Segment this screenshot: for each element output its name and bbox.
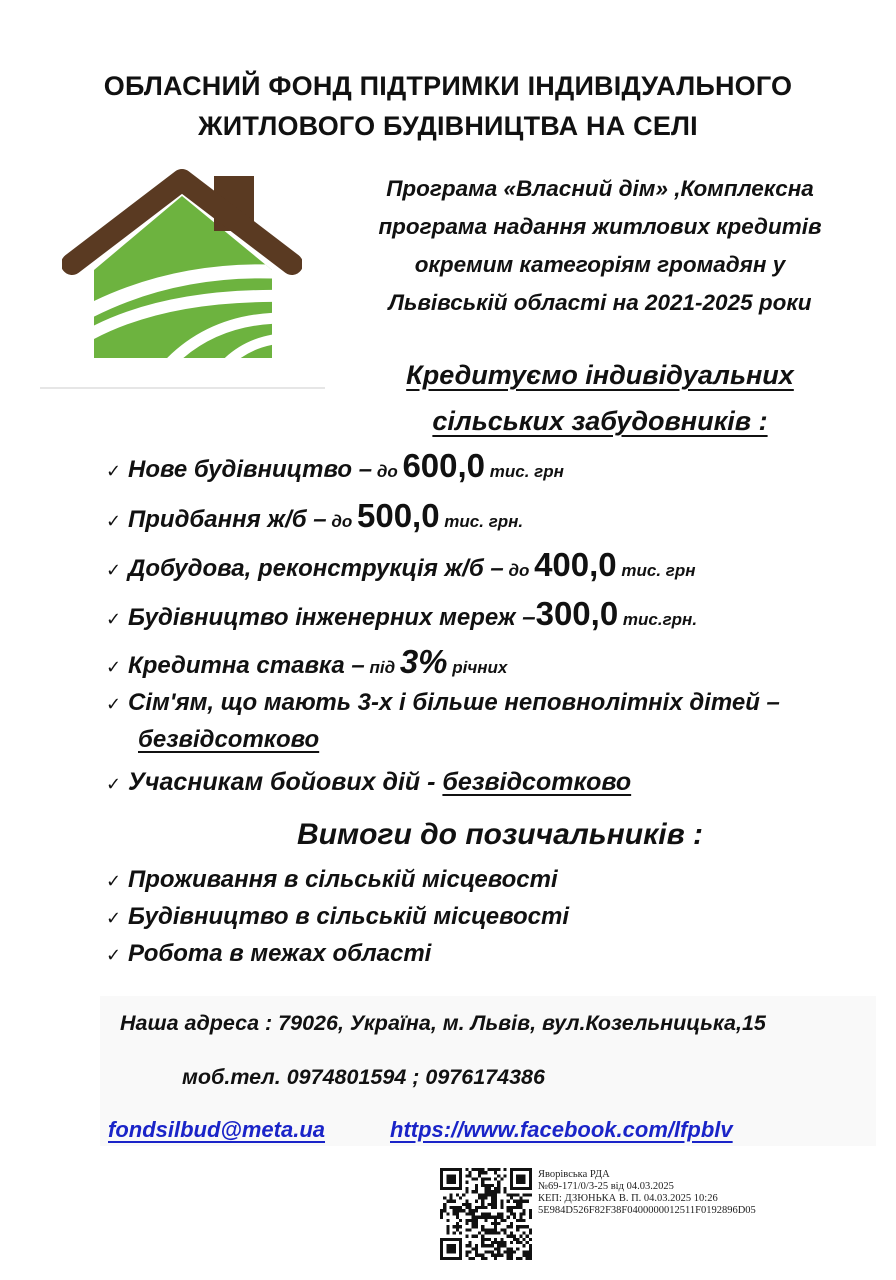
credit-families bbox=[106, 683, 780, 724]
signature-stamp bbox=[538, 1169, 756, 1217]
program-description bbox=[320, 170, 880, 322]
credit-item-amount: 300,0 bbox=[535, 595, 619, 632]
house-logo-icon bbox=[62, 168, 302, 363]
facebook-link[interactable]: https://www.facebook.com/lfpblv bbox=[390, 1117, 733, 1142]
stamp-line: Яворівська РДА bbox=[538, 1169, 610, 1180]
stamp-line: 5E984D526F82F38F0400000012511F0192896D05 bbox=[538, 1205, 756, 1216]
requirement-item bbox=[106, 860, 558, 901]
credit-item-prefix: до bbox=[372, 462, 403, 481]
requirements-heading: Вимоги до позичальників : bbox=[296, 818, 704, 851]
requirement-text: Будівництво в сільській місцевості bbox=[128, 903, 569, 930]
credit-veterans-text: Учасникам бойових дій - bbox=[128, 768, 443, 796]
credit-item-label: Нове будівництво – bbox=[128, 456, 373, 483]
credit-item-label: Будівництво інженерних мереж – bbox=[128, 604, 536, 631]
credit-item-unit: тис. грн bbox=[616, 561, 696, 580]
check-icon: ✓ bbox=[106, 774, 122, 794]
credit-families-text: Сім'ям, що мають 3-х і більше неповнолітніх дітей – bbox=[128, 689, 780, 716]
credit-item bbox=[106, 545, 696, 591]
stamp-line: КЕП: ДЗЮНЬКА В. П. 04.03.2025 10:26 bbox=[538, 1193, 718, 1204]
page-title-line-2: ЖИТЛОВОГО БУДІВНИЦТВА НА СЕЛІ bbox=[198, 111, 698, 141]
credit-item-prefix: до bbox=[326, 512, 357, 531]
credit-item-unit: тис.грн. bbox=[618, 610, 698, 629]
credit-item bbox=[106, 496, 523, 542]
credit-families-term-line bbox=[138, 720, 319, 760]
credit-veterans-term: безвідсотково bbox=[442, 768, 632, 796]
check-icon: ✓ bbox=[106, 609, 122, 629]
phone-text: моб.тел. 0974801594 ; 0976174386 bbox=[182, 1065, 545, 1089]
credit-rate-label: Кредитна ставка – bbox=[128, 652, 365, 679]
credit-item bbox=[106, 446, 564, 492]
program-line: окремим категоріям громадян у bbox=[414, 252, 786, 277]
requirement-text: Проживання в сільській місцевості bbox=[128, 866, 558, 893]
credit-rate bbox=[106, 642, 507, 688]
page-title-line-1: ОБЛАСНИЙ ФОНД ПІДТРИМКИ ІНДИВІДУАЛЬНОГО bbox=[103, 71, 793, 101]
credit-families-term: безвідсотково bbox=[138, 726, 320, 753]
credit-item-prefix: до bbox=[503, 561, 535, 580]
qr-code-icon bbox=[440, 1168, 532, 1260]
check-icon: ✓ bbox=[106, 871, 122, 891]
check-icon: ✓ bbox=[106, 511, 122, 531]
credit-rate-amount: 3% bbox=[399, 643, 448, 680]
check-icon: ✓ bbox=[106, 461, 122, 481]
credit-heading-line: Кредитуємо індивідуальних bbox=[406, 360, 794, 390]
credit-item-amount: 500,0 bbox=[356, 497, 440, 534]
email-link[interactable]: fondsilbud@meta.ua bbox=[108, 1117, 326, 1142]
requirement-item bbox=[106, 897, 569, 938]
stamp-line: №69-171/0/3-25 від 04.03.2025 bbox=[538, 1181, 674, 1192]
credit-item-label: Придбання ж/б – bbox=[128, 506, 327, 533]
check-icon: ✓ bbox=[106, 908, 122, 928]
requirement-text: Робота в межах області bbox=[128, 940, 432, 967]
credit-rate-prefix: під bbox=[364, 658, 400, 677]
logo-divider bbox=[40, 387, 325, 389]
program-line: Програма «Власний дім» ,Комплексна bbox=[386, 176, 814, 201]
requirement-item bbox=[106, 934, 431, 975]
credit-item-unit: тис. грн bbox=[485, 462, 564, 481]
credit-heading-line: сільських забудовників : bbox=[432, 406, 768, 436]
credit-veterans bbox=[106, 762, 631, 804]
check-icon: ✓ bbox=[106, 694, 122, 714]
program-line: Львівській області на 2021-2025 роки bbox=[388, 290, 812, 315]
credit-rate-unit: річних bbox=[447, 658, 508, 677]
credit-item-unit: тис. грн. bbox=[439, 512, 524, 531]
check-icon: ✓ bbox=[106, 560, 122, 580]
address-text: Наша адреса : 79026, Україна, м. Львів, вул.Козельницька,15 bbox=[120, 1011, 766, 1035]
credit-item bbox=[106, 594, 697, 640]
check-icon: ✓ bbox=[106, 945, 122, 965]
program-line: програма надання житлових кредитів bbox=[378, 214, 822, 239]
credit-item-amount: 600,0 bbox=[402, 447, 486, 484]
credit-item-amount: 400,0 bbox=[534, 546, 617, 583]
credit-item-label: Добудова, реконструкція ж/б – bbox=[128, 555, 504, 582]
check-icon: ✓ bbox=[106, 657, 122, 677]
credit-heading bbox=[330, 352, 870, 444]
